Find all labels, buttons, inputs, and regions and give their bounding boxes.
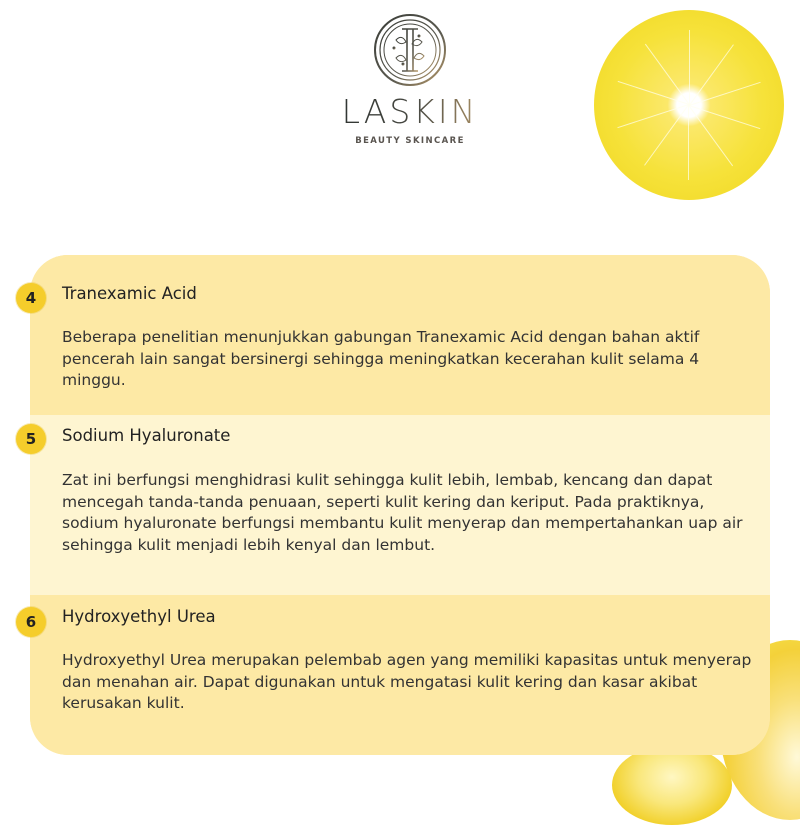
monogram-leaf-emblem-icon (372, 12, 448, 88)
ingredient-section (30, 255, 770, 415)
number-badge: 4 (16, 283, 46, 313)
ingredient-title: Tranexamic Acid (62, 284, 197, 303)
lemon-slice-image (594, 10, 784, 200)
ingredient-section (30, 595, 770, 755)
ingredient-section (30, 415, 770, 595)
ingredient-title: Sodium Hyaluronate (62, 426, 231, 445)
ingredient-description: Beberapa penelitian menunjukkan gabungan Tranexamic Acid dengan bahan aktif pencerah lain sangat bersinergi sehingga meningkatkan kecerahan kulit selama 4 minggu. (62, 328, 700, 389)
ingredient-description: Zat ini berfungsi menghidrasi kulit sehingga kulit lebih, lembab, kencang dan dapat mencegah tanda-tanda penuaan, seperti kulit kering dan keriput. Pada praktiknya, sodium hyaluronate berfungsi membantu kulit menyerap dan mempertahankan uap air sehingga kulit menjadi lebih kenyal dan lembut. (62, 471, 743, 554)
brand-logo (330, 12, 490, 146)
ingredients-card (30, 255, 770, 755)
lemon-half-image (612, 745, 732, 825)
ingredient-description: Hydroxyethyl Urea merupakan pelembab agen yang memiliki kapasitas untuk menyerap dan menahan air. Dapat digunakan untuk mengatasi kulit kering dan kasar akibat kerusakan kulit. (62, 651, 752, 712)
brand-tagline: BEAUTY SKINCARE (355, 136, 465, 146)
ingredient-title: Hydroxyethyl Urea (62, 607, 216, 626)
number-badge: 6 (16, 607, 46, 637)
number-badge: 5 (16, 424, 46, 454)
brand-name: LASKIN (330, 94, 490, 130)
